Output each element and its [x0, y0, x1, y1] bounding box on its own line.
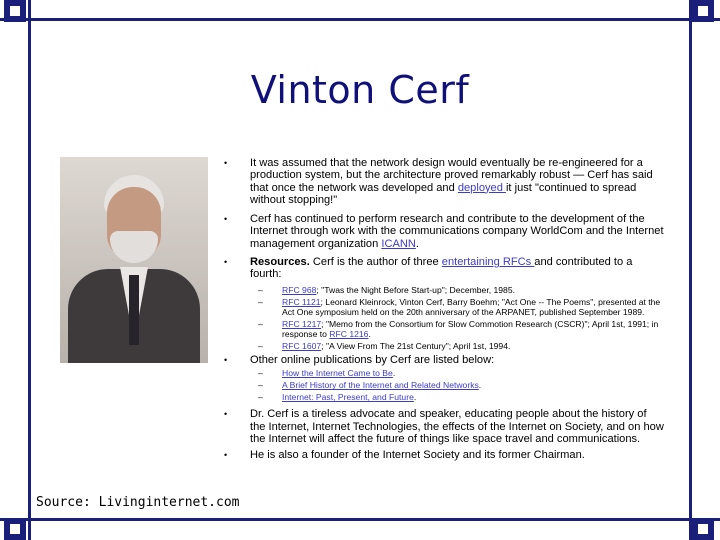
bullet-icon: •	[224, 214, 228, 224]
bullet-item	[224, 408, 664, 445]
bullet-item	[224, 354, 664, 366]
dash-icon: –	[258, 297, 263, 307]
source-caption: Source: Livinginternet.com	[36, 495, 240, 510]
sub-list-item	[224, 319, 664, 339]
sub-list-item	[224, 297, 664, 317]
portrait-photo	[60, 157, 208, 363]
frame-bottom-border	[0, 518, 720, 521]
deployed-link[interactable]: deployed	[457, 181, 506, 194]
corner-square-icon	[692, 518, 714, 540]
sub-item-text: .	[392, 368, 396, 379]
sub-list-item	[224, 368, 664, 378]
rfc-1607-link[interactable]: RFC 1607	[282, 341, 322, 351]
corner-square-icon	[692, 0, 714, 22]
bullet-item	[224, 157, 664, 206]
rfc-968-link[interactable]: RFC 968	[282, 285, 317, 295]
publication-link[interactable]: How the Internet Came to Be	[282, 368, 393, 379]
bullet-item	[224, 213, 664, 256]
dash-icon: –	[258, 368, 263, 379]
dash-icon: –	[258, 392, 263, 403]
bullet-text: It was assumed that the network design would eventually be re-engineered for a production system, but the architecture proved remarkably robust — Cerf has said that once the network was developed and	[250, 157, 653, 194]
sub-item-text: ; "Twas the Night Before Start-up"; December, 1985.	[316, 285, 515, 295]
bullet-list	[224, 157, 664, 461]
sub-item-text: ; "Memo from the Consortium for Slow Commotion Research (CSCR)"; April 1st, 1991; in response to	[282, 319, 659, 339]
bullet-bold-lead: Resources.	[250, 256, 310, 268]
bullet-text: Dr. Cerf is a tireless advocate and speaker, educating people about the history of the Internet, Internet Technologies, the effects of the Internet on Society, and on how the Internet will affect the future of things like space travel and communications.	[250, 408, 664, 445]
bullet-icon: •	[224, 355, 228, 365]
publication-link[interactable]: Internet: Past, Present, and Future	[282, 392, 414, 403]
dash-icon: –	[258, 319, 263, 329]
bullet-text: Cerf is the author of three	[309, 256, 442, 268]
bullet-text: .	[415, 237, 419, 250]
icann-link[interactable]: ICANN	[381, 237, 416, 250]
sub-item-text: .	[368, 329, 371, 339]
entertaining-rfcs-link[interactable]: entertaining RFCs	[441, 256, 535, 268]
dash-icon: –	[258, 380, 263, 391]
dash-icon: –	[258, 341, 263, 351]
sub-item-text: ; Leonard Kleinrock, Vinton Cerf, Barry Boehm; "Act One -- The Poems", presented at the Act One symposium held on the 20th anniversary of the ARPANET, published September 1989.	[282, 297, 661, 317]
corner-square-icon	[4, 0, 26, 22]
frame-top-border	[0, 18, 720, 21]
bullet-text: He is also a founder of the Internet Society and its former Chairman.	[250, 449, 585, 462]
rfc-1217-link[interactable]: RFC 1217	[282, 319, 322, 329]
bullet-item	[224, 449, 664, 461]
bullet-text: it just "continued to spread without stopping!"	[250, 181, 637, 206]
rfc-1216-link[interactable]: RFC 1216	[329, 329, 369, 339]
bullet-icon: •	[224, 257, 228, 267]
dash-icon: –	[258, 285, 263, 295]
bullet-text: and contributed to a fourth:	[250, 256, 633, 281]
bullet-text: Cerf has continued to perform research and contribute to the development of the Internet through work with the communications company WorldCom and the Internet management organization	[250, 213, 664, 250]
corner-square-icon	[4, 518, 26, 540]
slide-title: Vinton Cerf	[250, 68, 470, 112]
bullet-text: Other online publications by Cerf are listed below:	[250, 354, 495, 366]
sub-list-item	[224, 392, 664, 402]
publication-link[interactable]: A Brief History of the Internet and Related Networks	[282, 380, 479, 391]
sub-item-text: ; "A View From The 21st Century"; April 1st, 1994.	[321, 341, 511, 351]
sub-item-text: .	[413, 392, 417, 403]
bullet-icon: •	[224, 450, 228, 461]
sub-item-text: .	[478, 380, 482, 391]
rfc-1121-link[interactable]: RFC 1121	[282, 297, 321, 307]
bullet-icon: •	[224, 158, 228, 168]
sub-list-item	[224, 341, 664, 351]
bullet-item	[224, 256, 664, 284]
bullet-icon: •	[224, 409, 228, 420]
sub-list-item	[224, 285, 664, 295]
sub-list-item	[224, 380, 664, 390]
